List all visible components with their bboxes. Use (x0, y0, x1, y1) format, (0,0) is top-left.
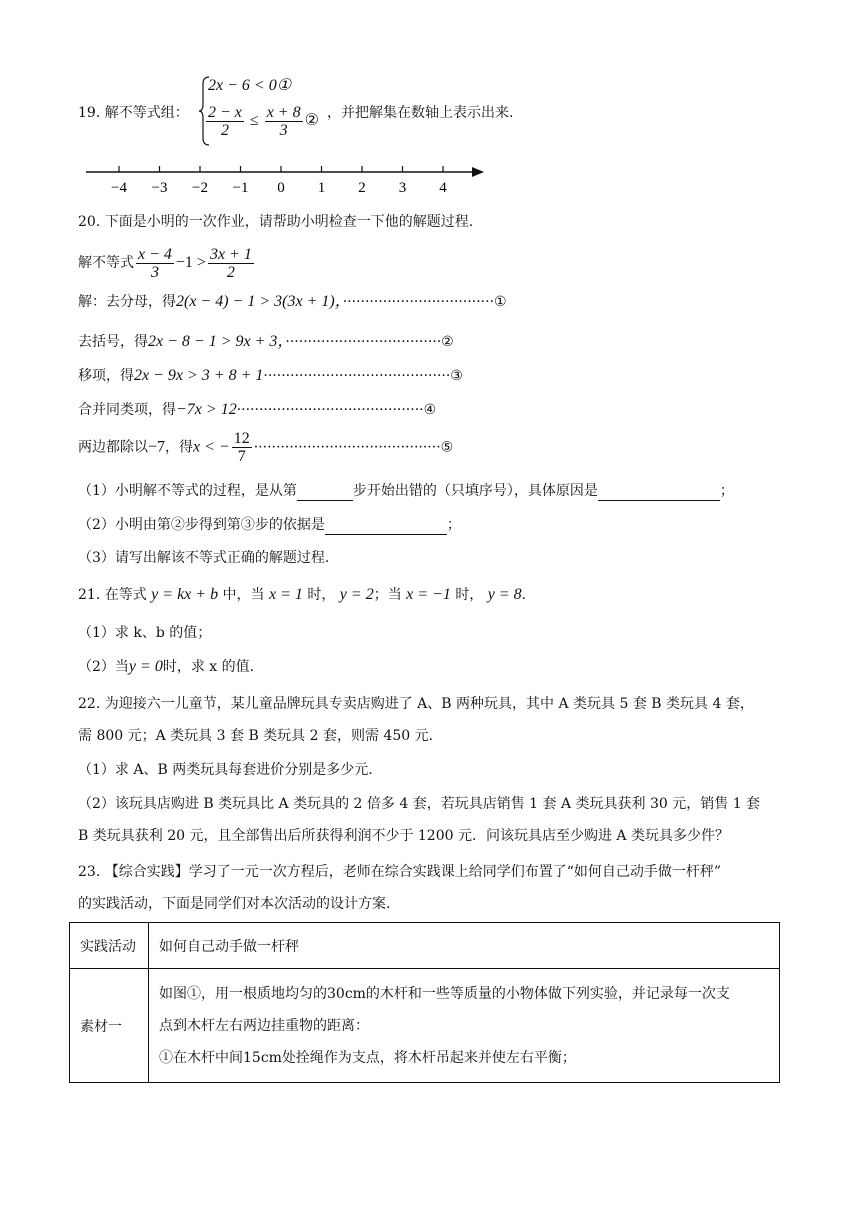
material-line: 点到木杆左右两边挂重物的距离： (159, 1017, 369, 1034)
q20-sub1 (78, 480, 734, 501)
step-text: 解：去分母，得 (78, 294, 176, 310)
q20-problem (78, 246, 256, 281)
step-3 (78, 366, 463, 386)
sub-text: 步开始出错的（只填序号），具体原因是 (352, 483, 598, 499)
q19-prefix: 19. 解不等式组： (78, 105, 189, 121)
frac-den: 3 (279, 122, 288, 139)
q22-sub1: （1）求 A、B 两类玩具每套进价分别是多少元. (78, 762, 373, 778)
q21-eq: y = 8 (487, 586, 522, 603)
step-divisor: −7 (148, 438, 166, 456)
step-text: 合并同类项，得 (78, 402, 176, 418)
frac-num: x − 4 (138, 246, 172, 263)
q22-sub2-line1: （2）该玩具店购进 B 类玩具比 A 类玩具的 2 倍多 4 套，若玩具店销售 1 套 A 类玩具获利 30 元，销售 1 套 (78, 796, 761, 812)
q21-text: 21. 在等式 (78, 587, 147, 603)
activity-table (69, 922, 780, 1083)
q22-line2: 需 800 元；A 类玩具 3 套 B 类玩具 2 套，则需 450 元. (78, 728, 434, 744)
step-math: −7x > 12 (176, 401, 237, 418)
table-row (70, 923, 780, 969)
table-cell: 如何自己动手做一杆秤 (149, 923, 780, 969)
sub-text: ； (446, 517, 461, 533)
answer-blank[interactable] (598, 480, 720, 501)
material-line: ①在木杆中间15cm处拴绳作为支点，将木杆吊起来并使左右平衡； (159, 1049, 576, 1066)
mid: −1 > (175, 254, 206, 272)
tick-label: 2 (358, 180, 366, 196)
material-line: 如图①，用一根质地均匀的30cm的木杆和一些等质量的小物体做下列实验，并记录每一次支 (159, 985, 730, 1002)
q22-sub2-line2: B 类玩具获利 20 元，且全部售出后所获得利润不少于 1200 元．问该玩具店至少购进 A 类玩具多少件？ (78, 828, 729, 844)
q19-eq2 (204, 104, 319, 139)
step-dots: ··········································⑤ (253, 439, 454, 456)
problem-prefix: 解不等式 (78, 255, 134, 272)
q21-sub1: （1）求 k、b 的值； (78, 625, 212, 641)
q21-text: 时， (307, 587, 336, 603)
sub-text: （1）小明解不等式的过程，是从第 (78, 483, 297, 499)
frac-den: 3 (150, 264, 159, 281)
table-row (70, 969, 780, 1083)
step-dots: ···································② (285, 334, 454, 350)
q22-line1: 22. 为迎接六一儿童节，某儿童品牌玩具专卖店购进了 A、B 两种玩具，其中 A 类玩具 5 套 B 类玩具 4 套， (78, 696, 754, 712)
table-cell: 实践活动 (70, 923, 149, 969)
step-5 (78, 430, 453, 465)
q20-title: 20. 下面是小明的一次作业，请帮助小明检查一下他的解题过程. (78, 214, 474, 230)
q21-sub2 (78, 657, 254, 677)
answer-blank[interactable] (297, 480, 353, 501)
sub-eq: y = 0 (128, 658, 163, 675)
q21-text: 时， (455, 587, 484, 603)
q19-suffix: ，并把解集在数轴上表示出来. (327, 105, 514, 121)
frac-num: 3x + 1 (209, 246, 252, 263)
q20-sub3: （3）请写出解该不等式正确的解题过程. (78, 550, 330, 566)
tick-label: −1 (232, 180, 249, 196)
table-cell (149, 969, 780, 1083)
step-math: x < − (193, 438, 230, 456)
step-text: ，得 (165, 439, 194, 456)
tick-label: 1 (317, 180, 326, 196)
step-4 (78, 400, 436, 420)
step-math: 2(x − 4) − 1 > 3(3x + 1)， (176, 293, 343, 310)
q21-eq: y = kx + b (151, 586, 219, 603)
number-line (86, 162, 486, 196)
answer-blank[interactable] (325, 514, 447, 535)
sub-text: （2）小明由第②步得到第③步的依据是 (78, 517, 325, 533)
step-math: 2x − 8 − 1 > 9x + 3， (148, 333, 286, 350)
step-1 (78, 292, 507, 312)
sub-text: ； (719, 483, 734, 499)
frac-den: 2 (220, 122, 229, 139)
q19-eq1: 2x − 6 < 0① (208, 77, 292, 94)
frac-num: 12 (233, 430, 250, 447)
step-text: 两边都除以 (78, 439, 148, 456)
q21-eq: x = 1 (268, 586, 303, 603)
step-text: 去括号，得 (78, 334, 148, 350)
step-dots: ··································① (342, 294, 507, 310)
mark: ② (304, 112, 319, 130)
frac-den: 7 (237, 448, 246, 465)
q23-line2: 的实践活动，下面是同学们对本次活动的设计方案. (78, 896, 391, 912)
q21-stem (78, 585, 526, 605)
rel: ≤ (249, 112, 259, 130)
q21-eq: y = 2 (339, 586, 374, 603)
tick-label: 0 (277, 180, 285, 196)
step-math: 2x − 9x > 3 + 8 + 1 (134, 367, 264, 384)
frac-num: x + 8 (266, 104, 301, 121)
tick-label: −3 (151, 180, 168, 196)
q23-line1: 23. 【综合实践】学习了一元一次方程后，老师在综合实践课上给同学们布置了“如何自己动手做一杆秤” (78, 864, 722, 880)
step-dots: ··········································③ (263, 368, 463, 384)
tick-label: −2 (192, 180, 208, 196)
sub-text: 时，求 x 的值. (162, 659, 255, 675)
q21-text: . (521, 587, 527, 603)
table-cell: 素材一 (70, 969, 149, 1083)
frac-den: 2 (226, 264, 235, 281)
sub-text: （2）当 (78, 659, 129, 675)
q21-text: 中，当 (222, 587, 265, 603)
step-2 (78, 332, 454, 352)
frac-num: 2 − x (208, 104, 242, 121)
q21-text: ；当 (373, 587, 402, 603)
q21-eq: x = −1 (406, 586, 451, 603)
q20-sub2 (78, 514, 461, 535)
tick-label: 4 (439, 180, 447, 196)
step-dots: ··········································④ (236, 402, 437, 418)
tick-label: −4 (111, 180, 127, 196)
step-text: 移项，得 (78, 368, 134, 384)
tick-label: 3 (398, 180, 407, 196)
